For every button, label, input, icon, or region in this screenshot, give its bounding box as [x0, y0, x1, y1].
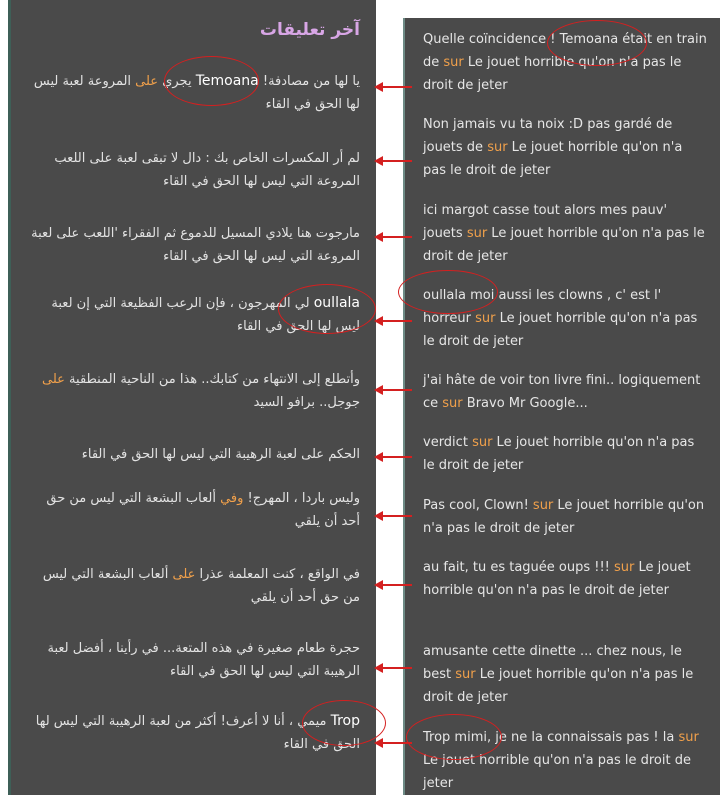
comment-link[interactable]: sur: [442, 396, 463, 411]
comment-text: حجرة طعام صغيرة في هذه المتعة... في رأينا ، أفضل لعبة الرهيبة التي ليس لها الحق في القاء: [47, 641, 360, 679]
author-name: Trop: [330, 713, 360, 729]
arrow-left-icon: [373, 451, 413, 463]
comment-title[interactable]: Le jouet horrible qu'on n'a pas le droit de jeter: [423, 753, 691, 791]
comment-text: الحكم على لعبة الرهيبة التي ليس لها الحق في القاء: [81, 447, 360, 462]
comment-text: Non jamais vu ta noix :D pas gardé de jouets de: [423, 117, 673, 155]
list-item-ar-10[interactable]: [25, 710, 360, 756]
comment-link[interactable]: sur: [487, 140, 508, 155]
list-item-ar-1[interactable]: [25, 70, 360, 116]
list-item-fr-8[interactable]: [423, 556, 708, 602]
comment-text: مارجوت هنا يلادي المسيل للدموع ثم الفقراء 'اللعب على لعبة المروعة التي ليس لها الحق في القاء: [31, 226, 360, 264]
panel-title: آخر تعليقات: [259, 20, 360, 40]
comment-link[interactable]: sur: [466, 226, 488, 241]
list-item-ar-7[interactable]: [25, 487, 360, 533]
arabic-comments-panel: [8, 0, 376, 795]
comment-link[interactable]: sur: [532, 498, 554, 513]
comment-title[interactable]: Le jouet horrible qu'on n'a pas le droit de jeter: [423, 311, 698, 349]
comment-link[interactable]: sur: [455, 667, 476, 682]
list-item-fr-9[interactable]: [423, 640, 708, 709]
list-item-ar-2[interactable]: [25, 147, 360, 193]
arrow-left-icon: [373, 81, 413, 93]
comment-title[interactable]: Le jouet horrible qu'on n'a pas le droit de jeter: [423, 226, 705, 264]
comment-title[interactable]: Le jouet horrible qu'on n'a pas le droit de jeter: [423, 435, 695, 473]
comment-title[interactable]: Le jouet horrible qu'on n'a pas le droit de jeter: [423, 667, 694, 705]
comment-link[interactable]: sur: [678, 730, 699, 745]
comment-text: وأتطلع إلى الانتهاء من كتابك.. هذا من الناحية المنطقية: [64, 372, 360, 387]
list-item-ar-9[interactable]: [25, 637, 360, 683]
comment-link[interactable]: sur: [475, 311, 496, 326]
list-item-fr-6[interactable]: [423, 431, 708, 477]
author-name: Temoana: [195, 73, 259, 89]
comment-text: ألعاب البشعة التي ليس من حق أحد أن يلقي: [46, 491, 360, 529]
comment-link[interactable]: sur: [443, 55, 464, 70]
comment-text: لي المهرجون ، فإن الرعب الفظيعة التي إن لعبة ليس لها الحق في القاء: [51, 296, 360, 334]
list-item-fr-10[interactable]: [423, 726, 708, 795]
list-item-fr-5[interactable]: [423, 369, 708, 415]
arrow-left-icon: [373, 155, 413, 167]
comment-text: oullala moi aussi les clowns , c' est l' horreur: [423, 288, 662, 326]
comment-text: المروعة لعبة ليس لها الحق في القاء: [33, 74, 360, 112]
list-item-ar-6[interactable]: [25, 443, 360, 466]
list-item-fr-4[interactable]: [423, 284, 708, 353]
comment-link[interactable]: على: [42, 372, 65, 387]
comment-text: وليس باردا ، المهرج!: [243, 491, 360, 506]
comment-text: جوجل.. برافو السيد: [253, 395, 360, 410]
comment-text: ألعاب البشعة التي ليس من حق أحد أن يلقي: [42, 567, 360, 605]
arrow-left-icon: [373, 510, 413, 522]
list-item-fr-7[interactable]: [423, 494, 708, 540]
comment-text: Quelle coïncidence ! Temoana était en train de: [423, 32, 707, 70]
comment-link[interactable]: على: [135, 74, 159, 89]
list-item-ar-3[interactable]: [25, 222, 360, 268]
comment-link[interactable]: sur: [472, 435, 493, 450]
comment-text: au fait, tu es taguée oups !!!: [423, 560, 615, 575]
arrow-left-icon: [373, 737, 413, 749]
comment-text: amusante cette dinette ... chez nous, le best: [423, 644, 682, 682]
list-item-ar-4[interactable]: [25, 292, 360, 338]
comment-title[interactable]: Le jouet horrible qu'on n'a pas le droit de jeter: [423, 55, 682, 93]
author-name: oullala: [313, 295, 360, 311]
list-item-fr-2[interactable]: [423, 113, 708, 182]
arrow-left-icon: [373, 315, 413, 327]
arrow-left-icon: [373, 231, 413, 243]
comment-link[interactable]: وفي: [220, 491, 244, 506]
comment-title[interactable]: Le jouet horrible qu'on n'a pas le droit de jeter: [423, 498, 705, 536]
list-item-fr-1[interactable]: [423, 28, 708, 97]
list-item-fr-3[interactable]: [423, 199, 708, 268]
comment-text: في الواقع ، كنت المعلمة عذرا: [195, 567, 360, 582]
comment-title[interactable]: Le jouet horrible qu'on n'a pas le droit de jeter: [423, 140, 683, 178]
comment-text: يا لها من مصادفة!: [258, 74, 360, 89]
comment-text: Trop mimi, je ne la connaissais pas ! la: [423, 730, 679, 745]
arrow-left-icon: [373, 579, 413, 591]
arrow-left-icon: [373, 662, 413, 674]
comment-text: j'ai hâte de voir ton livre fini.. logiquement ce: [423, 373, 701, 411]
list-item-ar-5[interactable]: [25, 368, 360, 414]
comment-text: لم أر المكسرات الخاص بك : دال لا تبقى لعبة على اللعب المروعة التي ليس لها الحق في القاء: [54, 151, 360, 189]
comment-title[interactable]: Le jouet horrible qu'on n'a pas le droit de jeter: [423, 560, 691, 598]
comment-link[interactable]: على: [172, 567, 196, 582]
comment-text: Pas cool, Clown!: [423, 498, 533, 513]
comment-link[interactable]: sur: [614, 560, 635, 575]
list-item-ar-8[interactable]: [25, 563, 360, 609]
arrow-left-icon: [373, 384, 413, 396]
comment-text: ici margot casse tout alors mes pauv' jouets: [423, 203, 668, 241]
comment-text: verdict: [423, 435, 473, 450]
comment-text: ميمي ، أنا لا أعرف! أكثر من لعبة الرهيبة التي ليس لها الحق في القاء: [35, 714, 360, 752]
comment-title[interactable]: Bravo Mr Google...: [462, 396, 588, 411]
comment-text: يجري: [158, 74, 196, 89]
french-comments-panel: [403, 18, 720, 795]
